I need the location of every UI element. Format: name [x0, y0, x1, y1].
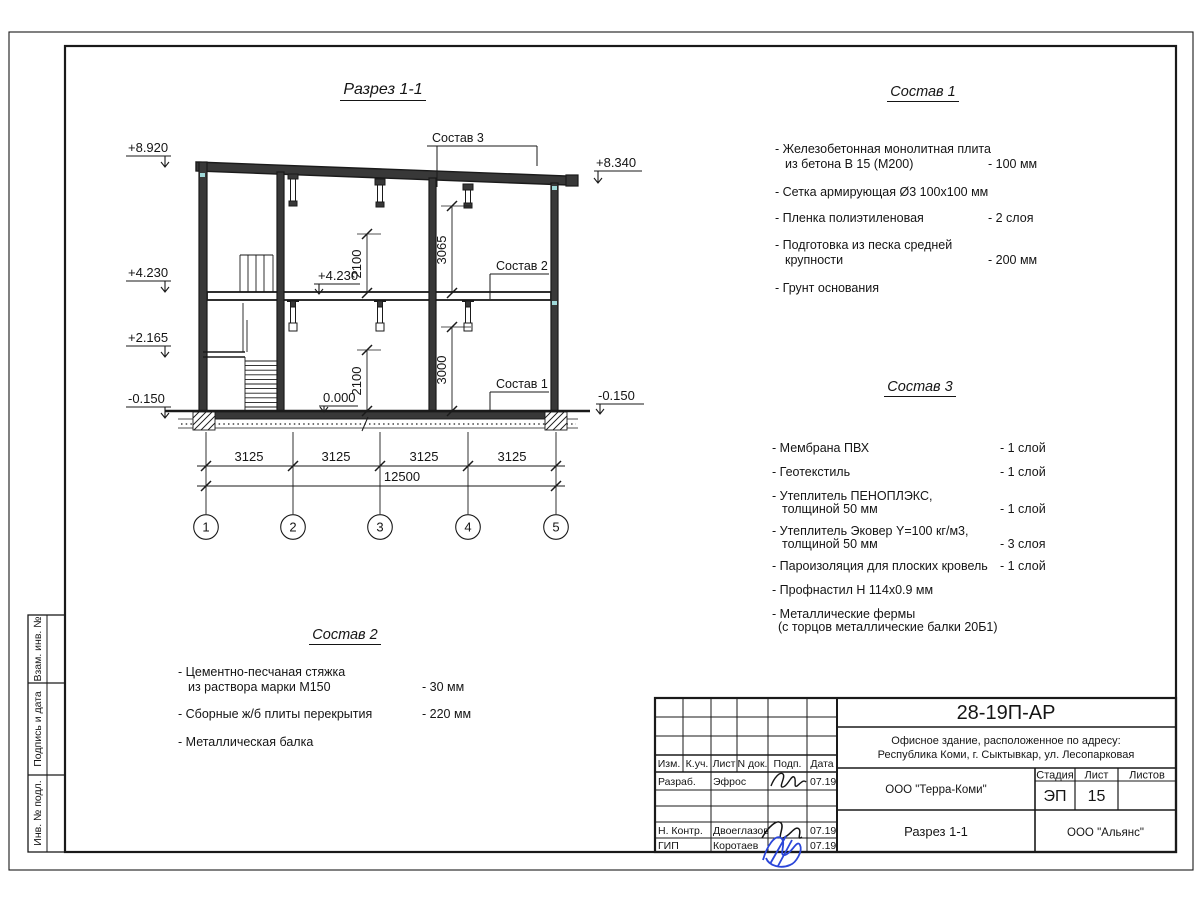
col-ndok: N док. [737, 758, 768, 770]
col-podp: Подп. [773, 758, 802, 770]
elevation-label: +8.340 [596, 155, 637, 170]
list-value: - 200 мм [988, 253, 1038, 267]
dimension-lines [197, 201, 565, 514]
sostav1-heading: Состав 1 [858, 84, 988, 100]
section-title: Разрез 1-1 [318, 81, 448, 99]
elevation-label: -0.150 [128, 391, 165, 406]
floor-hangers [287, 301, 474, 331]
list-value: - 1 слой [1000, 559, 1046, 573]
dim-label: 3125 [321, 449, 351, 464]
dim-label: 12500 [383, 469, 421, 484]
elevation-label: +4.230 [128, 265, 169, 280]
stamp-vzam: Взам. инв. № [32, 616, 44, 682]
window-mark [552, 301, 557, 305]
col-data: Дата [810, 758, 834, 770]
row-date: 07.19 [810, 776, 837, 788]
row-role: Разраб. [658, 776, 696, 788]
row-name: Эфрос [713, 776, 747, 788]
list-value: - 1 слой [1000, 465, 1046, 479]
window-mark [552, 186, 557, 190]
stage-label: Стадия [1036, 769, 1074, 782]
grid-bubble-label: 4 [464, 519, 472, 535]
list-item: - Металлические фермы [772, 607, 916, 621]
sheet-title: Разрез 1-1 [904, 824, 968, 839]
grid-bubble-label: 1 [202, 519, 210, 535]
list-item: - Профнастил Н 114х0.9 мм [772, 583, 934, 597]
list-item: - Грунт основания [775, 281, 880, 295]
col-kuch: К.уч. [685, 758, 709, 770]
grid-bubble-label: 5 [552, 519, 560, 535]
row-name: Коротаев [713, 840, 759, 852]
wall-internal-1 [277, 172, 284, 412]
project-address-line1: Офисное здание, расположенное по адресу: [891, 735, 1121, 747]
list-item: - Утеплитель Эковер Y=100 кг/м3, [772, 524, 969, 538]
list-value: - 100 мм [988, 157, 1038, 171]
signature-razrab [771, 773, 806, 787]
org-name: ООО "Терра-Коми" [885, 784, 987, 796]
sostav2-heading: Состав 2 [280, 627, 410, 643]
row-date: 07.19 [810, 840, 837, 852]
stamp-inv: Инв. № подл. [32, 780, 44, 846]
elevation-label: +4.230 [318, 268, 359, 283]
list-item: толщиной 50 мм [782, 537, 878, 551]
list-item: - Геотекстиль [772, 465, 851, 479]
list-item: - Подготовка из песка средней [775, 238, 953, 252]
ground-slab [165, 411, 590, 431]
elevation-label: -0.150 [598, 388, 635, 403]
list-item: - Утеплитель ПЕНОПЛЭКС, [772, 489, 933, 503]
list-item: - Сборные ж/б плиты перекрытия [178, 707, 373, 721]
list-item: крупности [785, 253, 844, 267]
dim-label: 3125 [409, 449, 439, 464]
dim-label: 3125 [497, 449, 527, 464]
list-value: - 220 мм [422, 707, 472, 721]
roof-end-cap [566, 175, 578, 186]
sostav3-heading: Состав 3 [855, 379, 985, 395]
list-item: толщиной 50 мм [782, 502, 878, 516]
window-mark [200, 173, 205, 177]
sheets-label: Листов [1129, 769, 1165, 782]
leader-label: Состав 1 [496, 377, 548, 391]
list-value: - 2 слоя [988, 211, 1034, 225]
row-role: Н. Контр. [658, 825, 703, 837]
list-value: - 3 слоя [1000, 537, 1046, 551]
dim-label: 3125 [234, 449, 264, 464]
leader-label: Состав 3 [432, 131, 484, 145]
sheet-value: 15 [1087, 788, 1106, 805]
contractor-name: ООО "Альянс" [1067, 827, 1144, 839]
stairs [203, 303, 277, 411]
floor-slab [207, 292, 551, 300]
list-item: - Металлическая балка [178, 735, 314, 749]
list-item: - Мембрана ПВХ [772, 441, 870, 455]
sheet-label: Лист [1084, 769, 1109, 782]
list-value: - 1 слой [1000, 502, 1046, 516]
doc-number: 28-19П-АР [956, 702, 1056, 724]
list-item: из раствора марки М150 [188, 680, 331, 694]
elevation-label: 0.000 [323, 390, 356, 405]
grid-bubble-label: 2 [289, 519, 297, 535]
list-value: - 1 слой [1000, 441, 1046, 455]
stamp-podpis: Подпись и дата [32, 691, 44, 767]
list-item: - Цементно-песчаная стяжка [178, 665, 346, 679]
list-item: - Железобетонная монолитная плита [775, 142, 991, 156]
dim-label: 3000 [434, 355, 449, 385]
elevation-label: +2.165 [128, 330, 169, 345]
list-value: - 30 мм [422, 680, 465, 694]
dim-label: 2100 [349, 366, 364, 396]
wall-right [551, 183, 558, 412]
elevation-label: +8.920 [128, 140, 169, 155]
dim-label: 2100 [349, 249, 364, 279]
list-item: из бетона В 15 (М200) [785, 157, 914, 171]
col-izm: Изм. [657, 758, 681, 770]
project-address-line2: Республика Коми, г. Сыктывкар, ул. Лесопарковая [877, 749, 1135, 761]
list-item: - Пароизоляция для плоских кровель [772, 559, 988, 573]
list-item: - Пленка полиэтиленовая [775, 211, 924, 225]
row-date: 07.19 [810, 825, 837, 837]
leader-label: Состав 2 [496, 259, 548, 273]
grid-bubble-label: 3 [376, 519, 384, 535]
dim-label: 3065 [434, 235, 449, 265]
railing-panels [240, 255, 273, 292]
wall-left [199, 162, 207, 412]
col-list: Лист [712, 758, 736, 770]
list-item: - Сетка армирующая Ø3 100х100 мм [775, 185, 989, 199]
row-name: Двоеглазов [713, 825, 769, 837]
stage-value: ЭП [1043, 788, 1067, 805]
list-item: (с торцов металлические балки 20Б1) [778, 620, 998, 634]
row-role: ГИП [658, 840, 679, 852]
